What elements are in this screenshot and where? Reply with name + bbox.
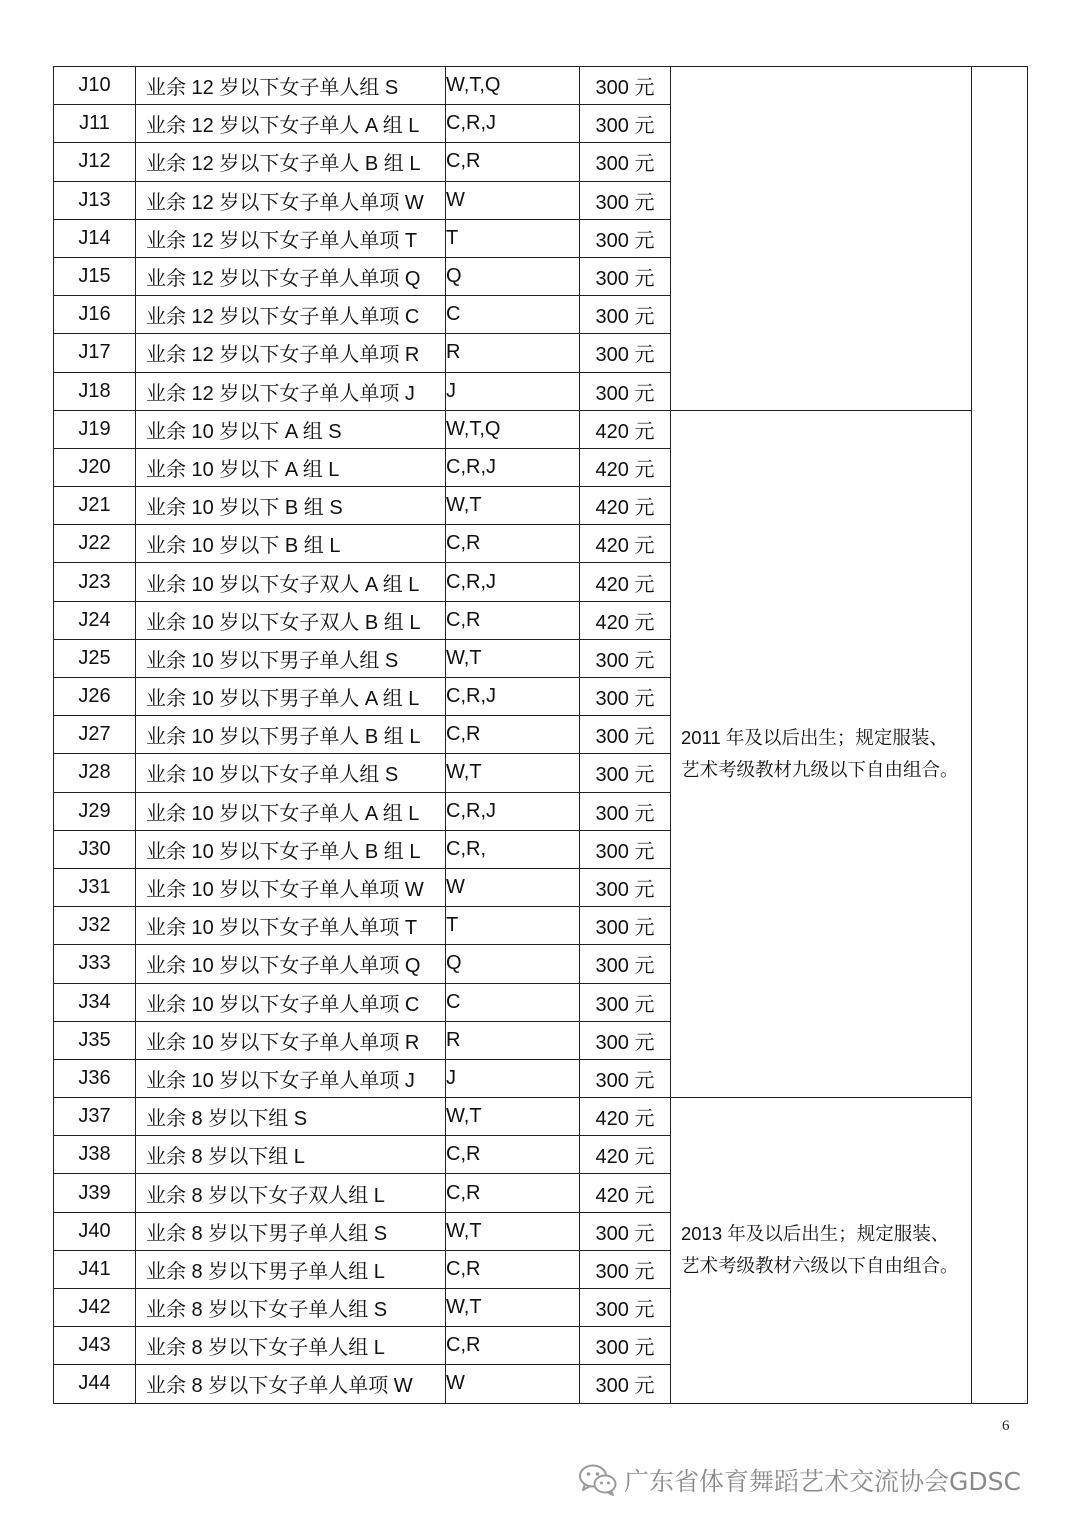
dances-cell: C,R — [446, 525, 580, 563]
event-code-cell: J24 — [54, 601, 136, 639]
fee-cell: 420 元 — [580, 1174, 671, 1212]
fee-cell: 420 元 — [580, 601, 671, 639]
event-name-cell: 业余 10 岁以下女子双人 A 组 L — [136, 563, 446, 601]
table-row — [54, 67, 1028, 105]
table-row — [54, 410, 1028, 448]
dances-cell: J — [446, 372, 580, 410]
dances-cell: Q — [446, 257, 580, 295]
event-code-cell: J29 — [54, 792, 136, 830]
fee-cell: 300 元 — [580, 67, 671, 105]
fee-cell: 300 元 — [580, 1021, 671, 1059]
dances-cell: R — [446, 334, 580, 372]
dances-cell: W,T,Q — [446, 67, 580, 105]
event-code-cell: J25 — [54, 639, 136, 677]
registration-fee-table — [53, 66, 1028, 1404]
event-name-cell: 业余 10 岁以下女子单人 A 组 L — [136, 792, 446, 830]
dances-cell: C — [446, 296, 580, 334]
event-name-cell: 业余 12 岁以下女子单人组 S — [136, 67, 446, 105]
table-body — [54, 67, 1028, 1404]
event-code-cell: J15 — [54, 257, 136, 295]
event-name-cell: 业余 12 岁以下女子单人 B 组 L — [136, 143, 446, 181]
dances-cell: C,R,J — [446, 448, 580, 486]
event-name-cell: 业余 12 岁以下女子单人单项 T — [136, 219, 446, 257]
event-name-cell: 业余 12 岁以下女子单人单项 Q — [136, 257, 446, 295]
dances-cell: T — [446, 219, 580, 257]
event-name-cell: 业余 10 岁以下女子单人 B 组 L — [136, 830, 446, 868]
fee-cell: 300 元 — [580, 907, 671, 945]
fee-cell: 420 元 — [580, 525, 671, 563]
remark-cell — [972, 67, 1028, 1404]
event-code-cell: J38 — [54, 1136, 136, 1174]
fee-cell: 300 元 — [580, 296, 671, 334]
event-name-cell: 业余 12 岁以下女子单人单项 R — [136, 334, 446, 372]
fee-cell: 300 元 — [580, 792, 671, 830]
event-code-cell: J22 — [54, 525, 136, 563]
dances-cell: W,T,Q — [446, 410, 580, 448]
event-code-cell: J23 — [54, 563, 136, 601]
dances-cell: J — [446, 1059, 580, 1097]
dances-cell: C,R,J — [446, 792, 580, 830]
event-code-cell: J26 — [54, 678, 136, 716]
event-name-cell: 业余 10 岁以下女子单人单项 W — [136, 868, 446, 906]
fee-cell: 300 元 — [580, 1059, 671, 1097]
dances-cell: C,R, — [446, 830, 580, 868]
event-name-cell: 业余 12 岁以下女子单人单项 J — [136, 372, 446, 410]
event-code-cell: J12 — [54, 143, 136, 181]
fee-cell: 300 元 — [580, 983, 671, 1021]
dances-cell: W — [446, 868, 580, 906]
fee-cell: 420 元 — [580, 487, 671, 525]
fee-cell: 300 元 — [580, 1212, 671, 1250]
dances-cell: W,T — [446, 1212, 580, 1250]
fee-cell: 300 元 — [580, 639, 671, 677]
fee-cell: 300 元 — [580, 678, 671, 716]
event-name-cell: 业余 10 岁以下男子单人组 S — [136, 639, 446, 677]
event-name-cell: 业余 10 岁以下男子单人 B 组 L — [136, 716, 446, 754]
event-name-cell: 业余 10 岁以下 A 组 S — [136, 410, 446, 448]
event-name-cell: 业余 10 岁以下 B 组 S — [136, 487, 446, 525]
event-code-cell: J37 — [54, 1098, 136, 1136]
event-name-cell: 业余 8 岁以下组 L — [136, 1136, 446, 1174]
dances-cell: C,R,J — [446, 678, 580, 716]
event-code-cell: J39 — [54, 1174, 136, 1212]
event-name-cell: 业余 10 岁以下女子单人单项 C — [136, 983, 446, 1021]
dances-cell: W,T — [446, 754, 580, 792]
event-name-cell: 业余 8 岁以下男子单人组 S — [136, 1212, 446, 1250]
dances-cell: C,R — [446, 716, 580, 754]
fee-cell: 300 元 — [580, 754, 671, 792]
dances-cell: C,R — [446, 601, 580, 639]
event-code-cell: J27 — [54, 716, 136, 754]
event-code-cell: J10 — [54, 67, 136, 105]
fee-cell: 300 元 — [580, 334, 671, 372]
event-name-cell: 业余 10 岁以下女子单人单项 Q — [136, 945, 446, 983]
fee-cell: 420 元 — [580, 448, 671, 486]
dances-cell: C,R — [446, 1250, 580, 1288]
event-code-cell: J32 — [54, 907, 136, 945]
event-code-cell: J43 — [54, 1327, 136, 1365]
event-code-cell: J11 — [54, 105, 136, 143]
page-number: 6 — [1002, 1418, 1010, 1434]
dances-cell: C,R — [446, 143, 580, 181]
dances-cell: R — [446, 1021, 580, 1059]
event-code-cell: J30 — [54, 830, 136, 868]
event-name-cell: 业余 10 岁以下男子单人 A 组 L — [136, 678, 446, 716]
event-code-cell: J36 — [54, 1059, 136, 1097]
watermark — [578, 1460, 1021, 1500]
event-code-cell: J33 — [54, 945, 136, 983]
event-code-cell: J16 — [54, 296, 136, 334]
dances-cell: W,T — [446, 487, 580, 525]
fee-cell: 300 元 — [580, 830, 671, 868]
event-code-cell: J34 — [54, 983, 136, 1021]
watermark-text: 广东省体育舞蹈艺术交流协会GDSC — [624, 1467, 1021, 1496]
event-code-cell: J28 — [54, 754, 136, 792]
table-row — [54, 1098, 1028, 1136]
event-code-cell: J21 — [54, 487, 136, 525]
fee-cell: 420 元 — [580, 410, 671, 448]
fee-cell: 300 元 — [580, 1365, 671, 1403]
dances-cell: Q — [446, 945, 580, 983]
fee-cell: 300 元 — [580, 1289, 671, 1327]
eligibility-note-cell: 2011 年及以后出生；规定服装、艺术考级教材九级以下自由组合。 — [671, 410, 972, 1097]
dances-cell: C,R,J — [446, 563, 580, 601]
fee-cell: 300 元 — [580, 716, 671, 754]
dances-cell: C,R,J — [446, 105, 580, 143]
event-name-cell: 业余 10 岁以下 A 组 L — [136, 448, 446, 486]
dances-cell: C — [446, 983, 580, 1021]
event-code-cell: J13 — [54, 181, 136, 219]
event-code-cell: J40 — [54, 1212, 136, 1250]
dances-cell: W,T — [446, 639, 580, 677]
dances-cell: W — [446, 181, 580, 219]
event-code-cell: J20 — [54, 448, 136, 486]
fee-cell: 300 元 — [580, 372, 671, 410]
event-name-cell: 业余 12 岁以下女子单人单项 W — [136, 181, 446, 219]
fee-cell: 300 元 — [580, 868, 671, 906]
fee-cell: 300 元 — [580, 105, 671, 143]
event-code-cell: J14 — [54, 219, 136, 257]
event-name-cell: 业余 8 岁以下男子单人组 L — [136, 1250, 446, 1288]
fee-cell: 420 元 — [580, 1136, 671, 1174]
event-name-cell: 业余 8 岁以下女子单人单项 W — [136, 1365, 446, 1403]
event-code-cell: J31 — [54, 868, 136, 906]
eligibility-note-cell — [671, 67, 972, 411]
fee-cell: 300 元 — [580, 1327, 671, 1365]
event-name-cell: 业余 10 岁以下女子单人单项 J — [136, 1059, 446, 1097]
event-code-cell: J18 — [54, 372, 136, 410]
dances-cell: C,R — [446, 1174, 580, 1212]
event-name-cell: 业余 8 岁以下女子单人组 S — [136, 1289, 446, 1327]
event-name-cell: 业余 10 岁以下女子双人 B 组 L — [136, 601, 446, 639]
eligibility-note-cell: 2013 年及以后出生；规定服装、艺术考级教材六级以下自由组合。 — [671, 1098, 972, 1404]
event-name-cell: 业余 8 岁以下组 S — [136, 1098, 446, 1136]
event-name-cell: 业余 8 岁以下女子双人组 L — [136, 1174, 446, 1212]
fee-cell: 300 元 — [580, 257, 671, 295]
fee-cell: 420 元 — [580, 1098, 671, 1136]
dances-cell: W,T — [446, 1098, 580, 1136]
dances-cell: T — [446, 907, 580, 945]
event-name-cell: 业余 10 岁以下 B 组 L — [136, 525, 446, 563]
event-code-cell: J44 — [54, 1365, 136, 1403]
wechat-icon — [578, 1463, 618, 1497]
fee-cell: 300 元 — [580, 143, 671, 181]
dances-cell: W — [446, 1365, 580, 1403]
fee-cell: 300 元 — [580, 219, 671, 257]
event-name-cell: 业余 10 岁以下女子单人组 S — [136, 754, 446, 792]
dances-cell: W,T — [446, 1289, 580, 1327]
fee-cell: 300 元 — [580, 945, 671, 983]
dances-cell: C,R — [446, 1136, 580, 1174]
event-code-cell: J19 — [54, 410, 136, 448]
event-name-cell: 业余 12 岁以下女子单人 A 组 L — [136, 105, 446, 143]
event-code-cell: J41 — [54, 1250, 136, 1288]
event-name-cell: 业余 8 岁以下女子单人组 L — [136, 1327, 446, 1365]
event-code-cell: J35 — [54, 1021, 136, 1059]
fee-cell: 300 元 — [580, 1250, 671, 1288]
event-name-cell: 业余 10 岁以下女子单人单项 R — [136, 1021, 446, 1059]
fee-cell: 300 元 — [580, 181, 671, 219]
dances-cell: C,R — [446, 1327, 580, 1365]
event-name-cell: 业余 12 岁以下女子单人单项 C — [136, 296, 446, 334]
fee-cell: 420 元 — [580, 563, 671, 601]
event-code-cell: J42 — [54, 1289, 136, 1327]
event-name-cell: 业余 10 岁以下女子单人单项 T — [136, 907, 446, 945]
event-code-cell: J17 — [54, 334, 136, 372]
